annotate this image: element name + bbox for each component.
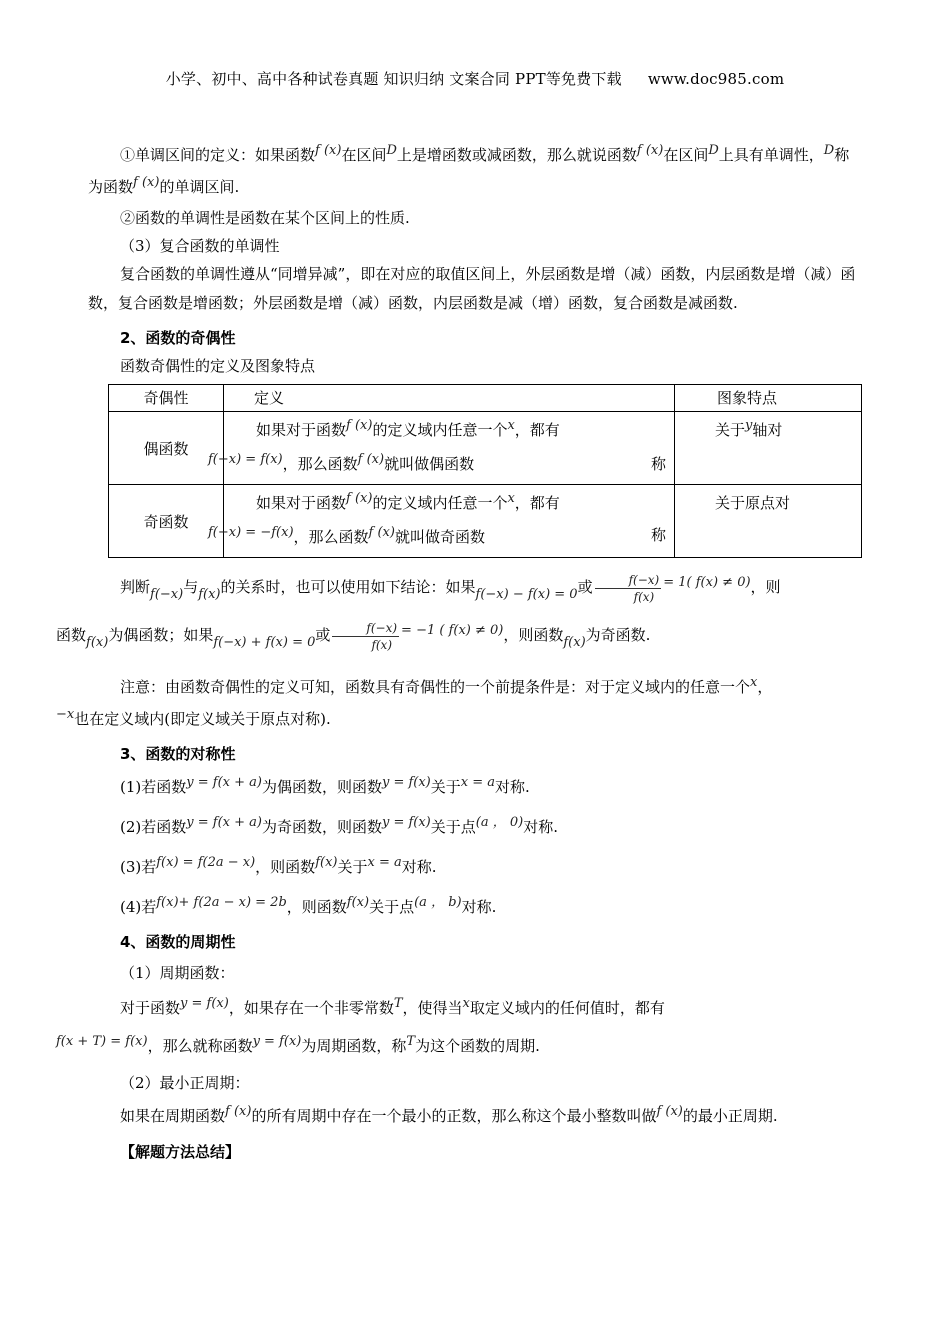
section-title-period: 4、函数的周期性 (120, 933, 236, 951)
composite-paragraph: 复合函数的单调性遵从“同增异减”，即在对应的取值区间上，外层函数是增（减）函数，内层函数是增（减）函数，复合函数是增函数；外层函数是增（减）函数，内层函数是减（增）函数，复合函数是减函数. (88, 265, 856, 312)
table-header-row (109, 385, 862, 412)
period-subheading-1: （1）周期函数： (120, 964, 235, 982)
fraction: $\frac{f(-x)}{f(x)}$ (595, 572, 662, 605)
section-title-parity: 2、函数的奇偶性 (120, 329, 236, 347)
row-name: 偶函数 (109, 412, 224, 485)
mono-def-paragraph: ①单调区间的定义：如果函数f (x)在区间D上是增函数或减函数，那么就说函数f (x)在区间D上具有单调性，D称为函数f (x)的单调区间. (88, 143, 850, 196)
page-header (0, 68, 950, 89)
header-feature: 图象特点 (675, 385, 862, 412)
section-title-symmetry: 3、函数的对称性 (120, 745, 236, 763)
period-subheading-2: （2）最小正周期： (120, 1074, 250, 1092)
header-definition: 定义 (224, 385, 675, 412)
methods-title: 【解题方法总结】 (120, 1143, 241, 1161)
header-url[interactable]: www.doc985.com (647, 70, 785, 88)
min-period-paragraph: 如果在周期函数f (x)的所有周期中存在一个最小的正数，那么称这个最小整数叫做f (x)的最小正周期. (120, 1104, 778, 1125)
row-feature: 关于y轴对 称 (675, 412, 862, 485)
content (56, 140, 858, 1166)
fraction: $\frac{f(-x)}{f(x)}$ (332, 620, 399, 653)
composite-heading: （3）复合函数的单调性 (120, 237, 280, 255)
row-feature: 关于原点对 称 (675, 485, 862, 558)
table-row-even (109, 412, 862, 485)
symmetry-item-1: (1)若函数y = f(x + a)为偶函数，则函数y = f(x)关于x = a对称. (120, 775, 530, 796)
judge-paragraph: 判断f(−x)与f(x)的关系时，也可以使用如下结论：如果f(−x) − f(x) = 0或 $\frac{f(-x)}{f(x)}$ = 1( f(x) ≠ 0)，则 函数f(x)为偶函数；如果f(−x) + f(x) = 0或 $\frac{f(-x)}{f(x)}$ = −1 ( f(x) ≠ 0)，则函数f(x)为奇函数. (56, 572, 781, 652)
row-definition: 如果对于函数f (x)的定义域内任意一个x，都有 f(−x) = f(x)，那么函数f (x)就叫做偶函数 (224, 412, 675, 485)
table-row-odd (109, 485, 862, 558)
header-parity: 奇偶性 (109, 385, 224, 412)
note-paragraph: 注意：由函数奇偶性的定义可知，函数具有奇偶性的一个前提条件是：对于定义域内的任意一个x， −x也在定义域内(即定义域关于原点对称). (56, 675, 773, 728)
parity-table (108, 384, 862, 558)
parity-subtitle: 函数奇偶性的定义及图象特点 (120, 357, 316, 375)
symmetry-item-3: (3)若f(x) = f(2a − x)，则函数f(x)关于x = a对称. (120, 855, 437, 876)
symmetry-item-4: (4)若f(x)+ f(2a − x) = 2b，则函数f(x)关于点(a ， b)对称. (120, 895, 497, 916)
symmetry-item-2: (2)若函数y = f(x + a)为奇函数，则函数y = f(x)关于点(a ， 0)对称. (120, 815, 558, 836)
mono-property-paragraph: ②函数的单调性是函数在某个区间上的性质. (120, 209, 410, 227)
row-definition: 如果对于函数f (x)的定义域内任意一个x，都有 f(−x) = −f(x)，那么函数f (x)就叫做奇函数 (224, 485, 675, 558)
row-name: 奇函数 (109, 485, 224, 558)
period-definition-paragraph: 对于函数y = f(x)，如果存在一个非零常数T，使得当x取定义域内的任何值时，都有 f(x + T) = f(x)，那么就称函数y = f(x)为周期函数，称T为这个函数的周期. (56, 996, 665, 1055)
header-text: 小学、初中、高中各种试卷真题 知识归纳 文案合同 PPT等免费下载 (165, 70, 622, 88)
